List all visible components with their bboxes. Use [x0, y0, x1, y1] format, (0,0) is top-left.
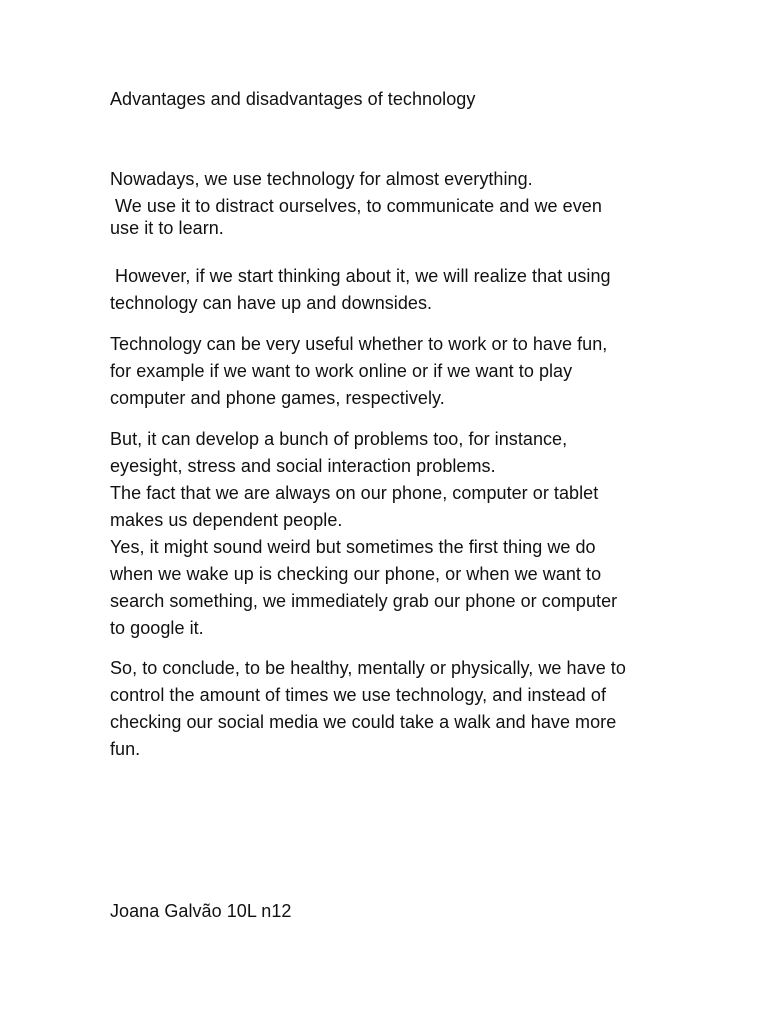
paragraph-line: fun.: [110, 739, 141, 759]
paragraph-line: use it to learn.: [110, 218, 224, 238]
paragraph-line: Yes, it might sound weird but sometimes the first thing we do: [110, 537, 596, 557]
paragraph-line: makes us dependent people.: [110, 510, 343, 530]
paragraph-line: checking our social media we could take a walk and have more: [110, 712, 617, 732]
paragraph-line: eyesight, stress and social interaction problems.: [110, 456, 496, 476]
paragraph-line: when we wake up is checking our phone, or when we want to: [110, 564, 602, 584]
author-signature: Joana Galvão 10L n12: [110, 901, 292, 921]
paragraph-line: But, it can develop a bunch of problems too, for instance,: [110, 429, 568, 449]
paragraph-line: However, if we start thinking about it, we will realize that using: [110, 266, 611, 286]
paragraph-line: The fact that we are always on our phone, computer or tablet: [110, 483, 599, 503]
document-title: Advantages and disadvantages of technology: [110, 89, 476, 109]
paragraph-line: control the amount of times we use technology, and instead of: [110, 685, 607, 705]
paragraph-line: We use it to distract ourselves, to communicate and we even: [110, 196, 602, 216]
paragraph-line: to google it.: [110, 618, 204, 638]
paragraph-line: search something, we immediately grab our phone or computer: [110, 591, 618, 611]
paragraph-line: computer and phone games, respectively.: [110, 388, 445, 408]
paragraph-line: technology can have up and downsides.: [110, 293, 433, 313]
paragraph-line: Technology can be very useful whether to work or to have fun,: [110, 334, 608, 354]
paragraph-line: Nowadays, we use technology for almost everything.: [110, 169, 533, 189]
paragraph-line: for example if we want to work online or if we want to play: [110, 361, 573, 381]
paragraph-line: So, to conclude, to be healthy, mentally or physically, we have to: [110, 658, 626, 678]
